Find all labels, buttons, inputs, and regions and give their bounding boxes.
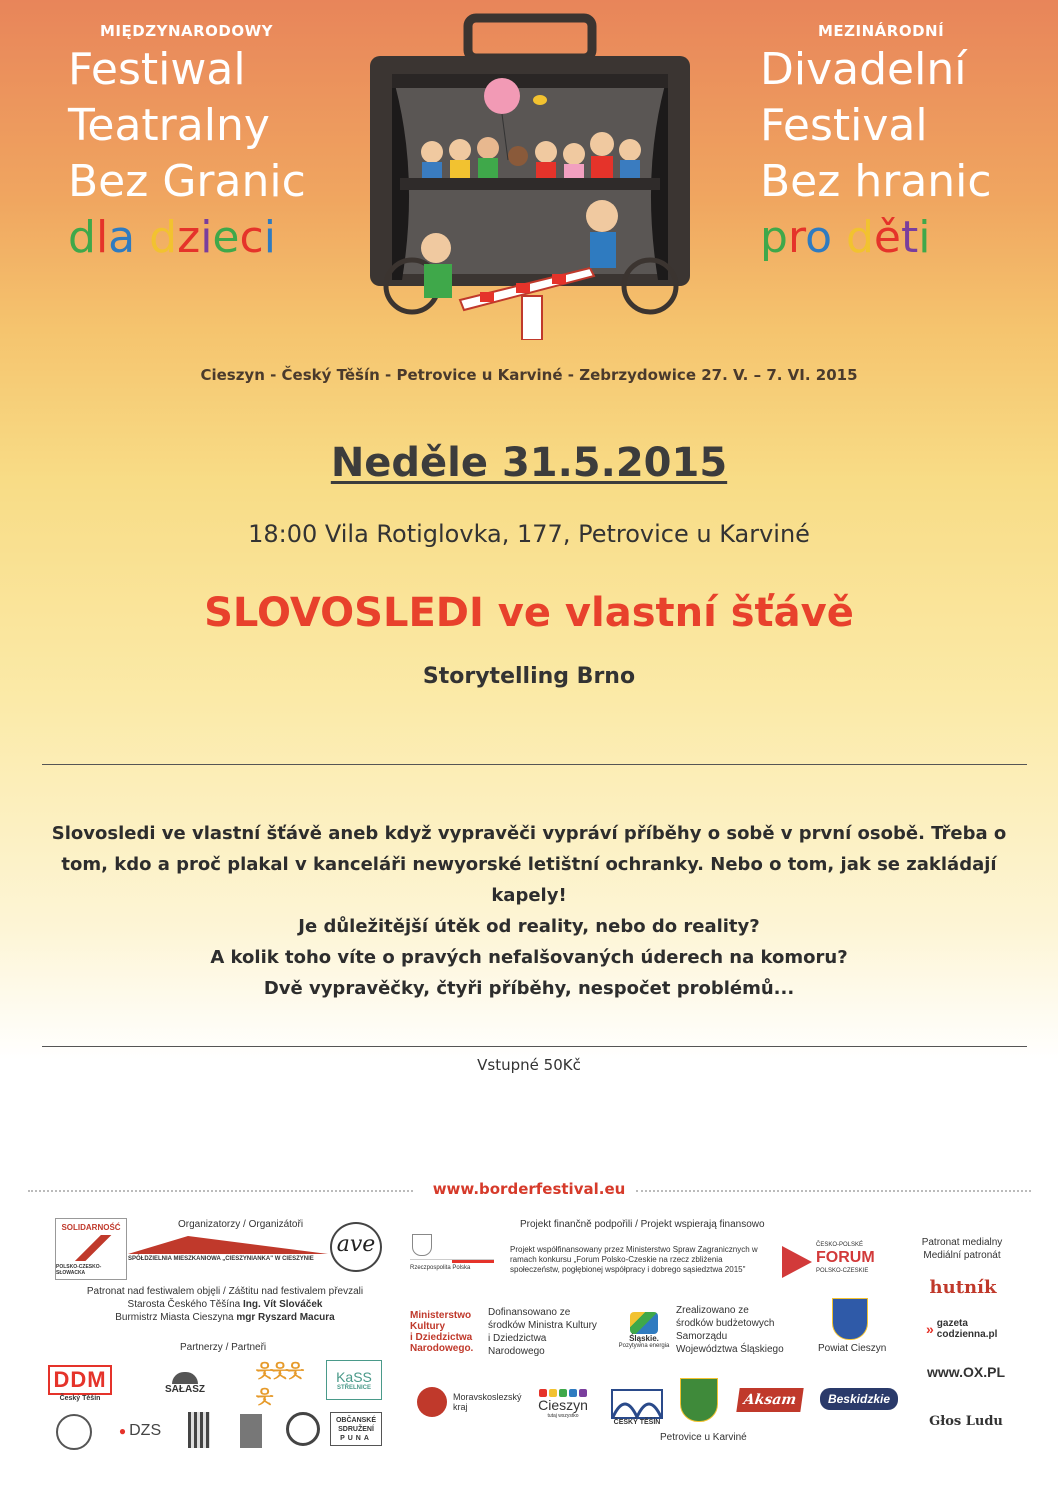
patronage-block [60, 1285, 390, 1324]
cesky-tesin-text: ČESKÝ TĚŠÍN [613, 1418, 661, 1426]
cieszyn-sub: tutaj wszystko [547, 1413, 579, 1419]
ddm-logo [50, 1362, 110, 1404]
cieszyn-text: Cieszyn [538, 1397, 588, 1413]
divider-top [42, 764, 1027, 765]
kass-sub: STŘELNICE [336, 1385, 371, 1391]
ministry-culture-logo [410, 1310, 484, 1354]
event-group: Storytelling Brno [422, 664, 636, 689]
seal-logo [56, 1414, 92, 1450]
description-line: A kolik toho víte o pravých nefalšovaných úderech na komoru? [210, 947, 848, 968]
patron-line [60, 1311, 390, 1324]
patronage-label: Patronat nad festiwalem objęli / Záštitu nad festivalem převzali [86, 1286, 364, 1297]
figures-icon: 웃웃웃웃 [256, 1361, 303, 1407]
mfa-logo-text: Rzeczpospolita Polska [410, 1265, 471, 1271]
patron-name: mgr Ryszard Macura [236, 1312, 335, 1323]
colored-letter: ě [873, 212, 901, 263]
forum-main: FORUM [816, 1249, 875, 1266]
cz-color-line [760, 210, 992, 266]
colored-letter: l [95, 212, 109, 263]
colored-letter: i [918, 212, 931, 263]
powiat-label: Powiat Cieszyn [818, 1343, 887, 1354]
ave-logo [330, 1222, 382, 1272]
colored-letter: z [177, 212, 201, 263]
colored-letter: i [263, 212, 276, 263]
cieszyn-logo [532, 1382, 594, 1426]
aksam-logo: Aksam [736, 1388, 803, 1412]
funding-label: Projekt finančně podpořili / Projekt wspierają finansowo [520, 1219, 765, 1230]
cieszynianka-logo [128, 1236, 328, 1266]
solidarnosc-text: SOLIDARNOŚĆ [61, 1222, 121, 1232]
silesia-icon [630, 1312, 658, 1334]
cesky-tesin-logo [608, 1384, 666, 1430]
kass-logo [326, 1360, 382, 1400]
cz-title-line: Festival [760, 100, 928, 151]
partners-label: Partnerzy / Partneři [180, 1342, 267, 1353]
dzs-text: DZS [129, 1422, 162, 1439]
ministry-line: Kultury [410, 1321, 445, 1332]
forum-bottom: POLSKO-CZESKIE [816, 1268, 869, 1274]
pl-color-line [68, 210, 306, 266]
colored-letter: i [200, 212, 213, 263]
bridge-icon [611, 1389, 663, 1419]
festival-cities-dates: Cieszyn - Český Těšín - Petrovice u Karviné - Zebrzydowice 27. V. – 7. VI. 2015 [200, 366, 858, 384]
media-patronage-label: Patronat medialny Mediální patronát [921, 1237, 1003, 1261]
cieszyn-icon [539, 1389, 587, 1397]
patron-line [60, 1298, 390, 1311]
colored-letter: t [901, 212, 919, 263]
description-line: Je důležitější útěk od reality, nebo do reality? [298, 916, 760, 937]
event-date [0, 440, 1058, 486]
ministry-line: i Dziedzictwa [410, 1332, 473, 1343]
suitcase-theatre-illustration [340, 10, 720, 340]
glos-ludu-logo: Głos Ludu [929, 1413, 1003, 1429]
description-line: Dvě vypravěčky, čtyři příběhy, nespočet problémů... [263, 978, 795, 999]
solidarnosc-logo [55, 1218, 127, 1280]
moravian-icon [417, 1387, 447, 1417]
moravian-text: Moravskoslezský kraj [453, 1392, 522, 1412]
dzs-logo [110, 1418, 170, 1444]
colored-letter [832, 212, 846, 263]
roof-icon [128, 1236, 328, 1254]
forum-arrow-icon [782, 1246, 812, 1278]
dzs-dot-icon: ● [118, 1424, 127, 1438]
event-description [40, 818, 1018, 1004]
event-venue: 18:00 Vila Rotiglovka, 177, Petrovice u Karviné [248, 520, 810, 548]
silesia-funding-text: Zrealizowano ze środków budżetowych Samorządu Województwa Śląskiego [676, 1305, 784, 1355]
colored-letter: d [149, 212, 178, 263]
sebastian-logo [256, 1361, 304, 1407]
petrovice-crest [680, 1378, 718, 1422]
colored-letter: d [845, 212, 874, 263]
silesia-logo [616, 1306, 672, 1354]
ministry-line: Ministerstwo [410, 1310, 472, 1321]
colored-letter: e [212, 212, 240, 263]
patron-name: Ing. Vít Slováček [242, 1299, 323, 1310]
obcanske-line: PUNA [340, 1434, 372, 1442]
ddm-text: DDM [48, 1365, 111, 1395]
moravian-logo [412, 1384, 532, 1420]
forum-logo [782, 1242, 874, 1278]
beskidzkie-logo: Beskidzkie [820, 1388, 898, 1410]
salasz-icon [172, 1372, 198, 1384]
ddm-sub: Český Těšín [59, 1394, 101, 1402]
entry-fee: Vstupné 50Kč [477, 1056, 581, 1074]
divider-bottom [42, 1046, 1027, 1047]
ave-text: ave [336, 1232, 376, 1257]
ministry-funding-text: Dofinansowano ze środków Ministra Kultury i Dziedzictwa Narodowego [488, 1307, 597, 1357]
salasz-text: SAŁASZ [165, 1383, 205, 1395]
handshake-icon [69, 1235, 113, 1261]
obcanske-line: OBČANSKÉ [335, 1416, 377, 1424]
eagle-icon [412, 1234, 432, 1256]
forum-top: ČESKO-POLSKÉ [816, 1242, 864, 1248]
petrovice-label: Petrovice u Karviné [660, 1432, 747, 1443]
pl-subtitle: MIĘDZYNARODOWY [100, 22, 274, 40]
cz-title-line: Divadelní [760, 44, 967, 95]
website-link[interactable]: www.borderfestival.eu [432, 1180, 626, 1198]
colored-letter [135, 212, 149, 263]
colored-letter: p [760, 212, 788, 263]
colored-letter: r [787, 212, 806, 263]
pl-title-line: Bez Granic [68, 156, 306, 207]
round-logo [286, 1412, 320, 1446]
description-paragraph: Slovosledi ve vlastní šťávě aneb když vypravěči vypráví příběhy o sobě v první osobě. Třeba o tom, kdo a proč plakal v kanceláři newyorské letištní ochranky. Nebo o tom, jak se zakládají kapely! [51, 823, 1007, 906]
organizers-label: Organizatorzy / Organizátoři [178, 1219, 304, 1230]
library-logo-2 [240, 1414, 262, 1448]
obcanske-logo [330, 1412, 382, 1446]
solidarnosc-sub: POLSKO-CZESKO-SŁOWACKA [56, 1263, 102, 1276]
salasz-logo [140, 1368, 230, 1398]
cieszynianka-text: SPÓŁDZIELNIA MIESZKANIOWA „CIESZYNIANKA" W CIESZYNIE [128, 1256, 314, 1262]
obcanske-line: SDRUŽENÍ [338, 1425, 374, 1433]
pl-title-line: Festiwal [68, 44, 246, 95]
patron-title: Starosta Českého Těšína [127, 1299, 243, 1310]
library-logo [188, 1412, 210, 1448]
cz-title-line: Bez hranic [760, 156, 992, 207]
mfa-funding-text: Projekt współfinansowany przez Ministerstwo Spraw Zagranicznych w ramach konkursu „Forum Polsko-Czeskie na rzecz zbliżenia społeczeństw, pogłębionej współpracy i dobrego sąsiedztwa 2015" [510, 1245, 758, 1274]
silesia-text: Śląskie. [629, 1333, 659, 1343]
colored-letter: o [805, 212, 832, 263]
polish-eagle-logo [410, 1234, 494, 1278]
hutnik-logo: hutník [929, 1276, 997, 1298]
cz-subtitle: MEZINÁRODNÍ [818, 22, 945, 40]
kass-text: KaSS [336, 1369, 372, 1385]
silesia-sub: Pozytywna energia [618, 1342, 670, 1349]
colored-letter: a [108, 212, 136, 263]
gazeta-text: gazeta codzienna.pl [936, 1318, 998, 1340]
colored-letter: c [239, 212, 264, 263]
pl-title-line: Teatralny [68, 100, 270, 151]
gazeta-logo [926, 1316, 1006, 1342]
event-title: SLOVOSLEDI ve vlastní šťávě [204, 590, 854, 636]
ox-pl-logo: www.OX.PL [926, 1364, 1006, 1380]
patron-title: Burmistrz Miasta Cieszyna [115, 1312, 237, 1323]
event-date-text: Neděle 31.5.2015 [330, 440, 728, 486]
powiat-crest [832, 1298, 868, 1340]
cz-festival-title [760, 42, 992, 266]
ministry-line: Narodowego. [410, 1343, 474, 1354]
colored-letter: d [68, 212, 96, 263]
pl-festival-title [68, 42, 306, 266]
dotted-rule-right [636, 1190, 1031, 1192]
chevron-icon: » [926, 1321, 934, 1337]
